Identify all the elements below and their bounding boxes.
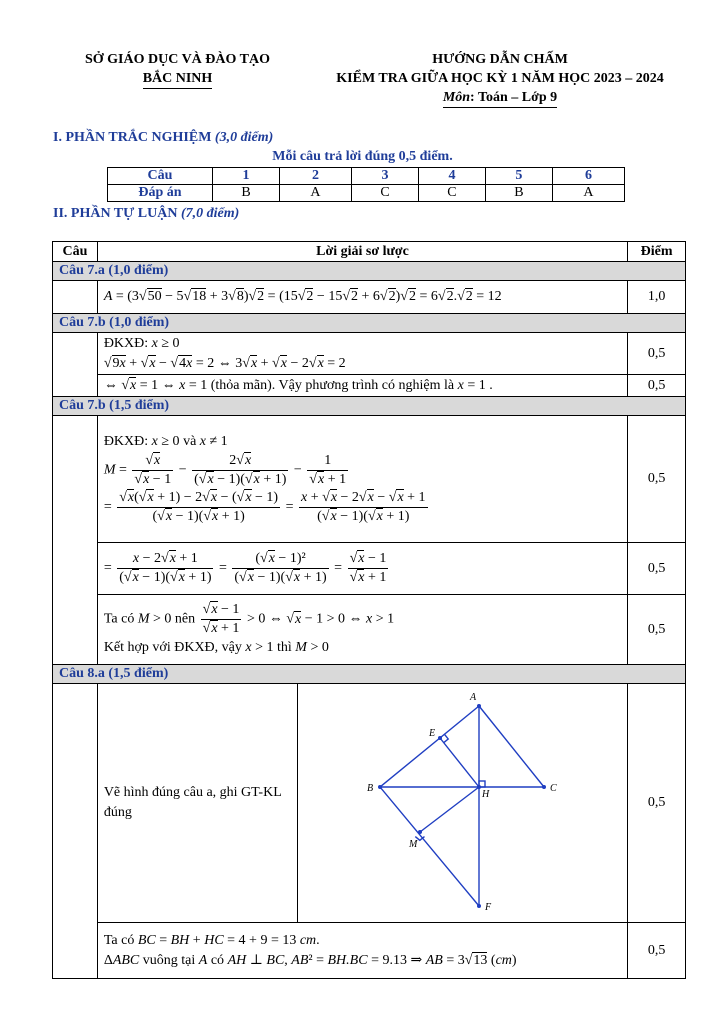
solution-7b2-step3: Ta có M > 0 nên $\frac{√x - 1}{√x + 1}$ > 0 ⇔ √x − 1 > 0 ⇔ x > 1 Kết hợp với ĐKXĐ, vậy x > 1 thì M > 0 [97, 595, 627, 665]
answer-a: A [552, 185, 624, 202]
points-cell: 0,5 [628, 416, 686, 543]
subject-value: : Toán – Lớp 9 [470, 90, 558, 105]
points-cell: 0,5 [628, 333, 686, 375]
label-e: E [429, 728, 436, 739]
answer-a: A [279, 185, 351, 202]
points-cell: 0,5 [628, 595, 686, 665]
col-header-solution: Lời giải sơ lược [97, 242, 627, 262]
label-f: F [485, 902, 492, 913]
group-7b-2: Câu 7.b (1,5 điểm) [53, 397, 686, 416]
answer-q: 6 [552, 168, 624, 185]
province-name: BẮC NINH [143, 69, 213, 89]
points-cell: 0,5 [628, 684, 686, 923]
right-angle-e [444, 734, 449, 742]
label-a: A [470, 692, 477, 703]
col-header-cau: Câu [53, 242, 98, 262]
triangle-diagram [298, 684, 627, 917]
part1-note: Mỗi câu trả lời đúng 0,5 điểm. [272, 149, 453, 164]
dept-name: SỞ GIÁO DỤC VÀ ĐÀO TẠO [84, 52, 270, 67]
solution-7b2-step2: = $\frac{x - 2√x + 1}{(√x - 1)(√x + 1)}$ = $\frac{\text{(√x − 1)²}}{(√x - 1)(√x + 1)}$ = $\frac{√x - 1}{√x + 1}$ [97, 543, 627, 595]
answer-table-a-label: Đáp án [108, 185, 213, 202]
solution-7b1-step1: ĐKXĐ: x ≥ 0 √9x + √x − √4x = 2 ⇔ 3√x + √x − 2√x = 2 [97, 333, 627, 375]
answer-q: 5 [485, 168, 552, 185]
solution-table [52, 241, 686, 979]
segment-hm [420, 787, 479, 832]
solution-7a: A = (3√50 − 5√18 + 3√8)√2 = (15√2 − 15√2 + 6√2)√2 = 6√2.√2 = 12 [97, 281, 627, 314]
part1-heading: I. PHẦN TRẮC NGHIỆM (3,0 điểm) [53, 130, 274, 145]
subject-label: Môn [442, 90, 471, 105]
answer-q: 4 [418, 168, 485, 185]
answer-a: B [213, 185, 280, 202]
solution-8a-step: Ta có BC = BH + HC = 4 + 9 = 13 cm. ΔABC vuông tại A có AH ⊥ BC, AB² = BH.BC = 9.13 ⇒ AB = 3√13 (cm) [97, 923, 627, 979]
label-c: C [550, 783, 557, 794]
points-cell: 0,5 [628, 923, 686, 979]
part2-heading: II. PHẦN TỰ LUẬN (7,0 điểm) [53, 206, 240, 221]
label-b: B [367, 783, 374, 794]
group-7a: Câu 7.a (1,0 điểm) [53, 262, 686, 281]
exam-title: KIỂM TRA GIỮA HỌC KỲ 1 NĂM HỌC 2023 – 2024 [336, 71, 664, 86]
solution-8a-draw: Vẽ hình đúng câu a, ghi GT-KL đúng [97, 684, 297, 923]
answer-table [107, 167, 625, 202]
group-7b-1: Câu 7.b (1,0 điểm) [53, 314, 686, 333]
geometry-figure [298, 684, 628, 923]
points-cell: 0,5 [628, 375, 686, 397]
label-m: M [409, 839, 418, 850]
answer-table-q-label: Câu [108, 168, 213, 185]
label-h: H [482, 789, 490, 800]
segment-bf [380, 787, 479, 906]
group-8a: Câu 8.a (1,5 điểm) [53, 665, 686, 684]
answer-q: 1 [213, 168, 280, 185]
answer-a: C [352, 185, 419, 202]
doc-title: HƯỚNG DẪN CHẤM [432, 52, 568, 67]
segment-eh [440, 738, 479, 787]
answer-a: C [418, 185, 485, 202]
answer-q: 2 [279, 168, 351, 185]
answer-a: B [485, 185, 552, 202]
solution-7b2-step1: ĐKXĐ: x ≥ 0 và x ≠ 1 M = $\frac{√x}{√x - 1}$ − $\frac{2√x}{(√x - 1)(√x + 1)}$ − $\frac{1}{√x + 1}$ = $\frac{√x(√x + 1) - 2√x - (√x - 1)}{(√x - 1)(√x + 1)}$ = $\frac{x + √x - 2√x - √x + 1}{(√x - 1)(√x + 1)}$ [97, 416, 627, 543]
solution-7b1-step2: ⇔ √x = 1 ⇔ x = 1 (thỏa mãn). Vậy phương trình có nghiệm là x = 1 . [97, 375, 627, 397]
col-header-points: Điểm [628, 242, 686, 262]
segment-ac [479, 706, 544, 787]
segment-ab [380, 706, 479, 787]
points-cell: 0,5 [628, 543, 686, 595]
answer-q: 3 [352, 168, 419, 185]
points-cell: 1,0 [628, 281, 686, 314]
